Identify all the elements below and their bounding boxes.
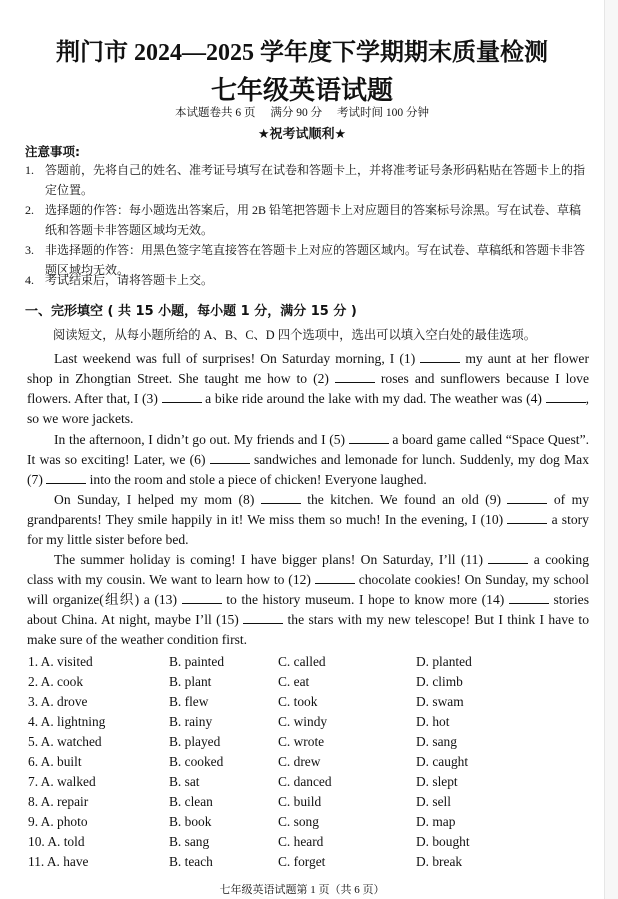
option-choice: D. hot — [416, 714, 450, 729]
section-instruction: 阅读短文，从每小题所给的 A、B、C、D 四个选项中，选出可以填入空白处的最佳选项。 — [53, 328, 537, 342]
passage-paragraph — [27, 430, 589, 490]
note-text: 答题前，先将自己的姓名、准考证号填写在试卷和答题卡上，并将准考证号条形码粘贴在答题卡上的指定位置。 — [45, 163, 586, 197]
option-choice: D. swam — [416, 694, 464, 709]
option-choice: 7. A. walked — [28, 774, 96, 789]
option-choice: D. bought — [416, 834, 470, 849]
answer-blank — [507, 491, 547, 504]
option-choice: C. wrote — [278, 734, 325, 749]
answer-blank — [420, 350, 460, 363]
passage-text: my aunt at her flower shop in Zhongtian Street. She taught me how to (2) — [27, 351, 589, 386]
answer-blank — [349, 431, 389, 444]
passage-text: the kitchen. We found an old (9) — [300, 492, 508, 507]
option-choice: C. called — [278, 654, 326, 669]
option-choice: B. clean — [169, 794, 213, 809]
note-item — [25, 270, 585, 290]
passage-text: The summer holiday is coming! I have bigger plans! On Saturday, I’ll (11) — [54, 552, 489, 567]
option-choice: 9. A. photo — [28, 814, 88, 829]
option-choice: 4. A. lightning — [28, 714, 106, 729]
option-choice: C. song — [278, 814, 319, 829]
options-list — [28, 654, 588, 874]
note-number: 1. — [25, 163, 34, 177]
option-choice: C. danced — [278, 774, 332, 789]
exam-title: 荆门市 2024—2025 学年度下学期期末质量检测 — [56, 40, 548, 66]
option-choice: C. build — [278, 794, 322, 809]
option-row — [28, 734, 588, 754]
passage-text: of my grandparents! They smile happily in it! We miss them so much! In the evening, I (10) — [27, 492, 589, 527]
notes-title: 注意事项: — [25, 144, 80, 159]
option-row — [28, 654, 588, 674]
passage-paragraph — [27, 349, 589, 429]
passage-text: a board game called “Space Quest”. It was so exciting! Later, we (6) — [27, 432, 590, 467]
option-choice: 8. A. repair — [28, 794, 89, 809]
note-number: 3. — [25, 243, 34, 257]
passage-text: On Sunday, I helped my mom (8) — [54, 492, 261, 507]
page-edge — [605, 0, 618, 899]
option-choice: D. break — [416, 854, 463, 869]
option-choice: C. heard — [278, 834, 324, 849]
passage-text: , so we wore jackets. — [27, 391, 590, 426]
answer-blank — [315, 571, 355, 584]
wish-text: ★祝考试顺利★ — [257, 127, 347, 142]
full-score: 满分 90 分 — [270, 107, 323, 119]
passage-text: roses and sunflowers because I love flowers. After that, I (3) — [27, 371, 590, 406]
option-row — [28, 774, 588, 794]
section-heading: 一、完形填空 ( 共 15 小题，每小题 1 分，满分 15 分 ) — [25, 304, 357, 319]
option-row — [28, 834, 588, 854]
option-choice: C. windy — [278, 714, 328, 729]
option-choice: B. rainy — [169, 714, 213, 729]
option-row — [28, 674, 588, 694]
passage-text: a bike ride around the lake with my dad. The weather was (4) — [201, 391, 546, 406]
option-choice: D. caught — [416, 754, 469, 769]
passage-text: a story for my little sister before bed. — [27, 512, 589, 547]
answer-blank — [162, 390, 202, 403]
option-choice: D. sell — [416, 794, 451, 809]
answer-blank — [182, 591, 222, 604]
answer-blank — [261, 491, 301, 504]
answer-blank — [507, 511, 547, 524]
option-choice: C. drew — [278, 754, 321, 769]
option-choice: B. flew — [169, 694, 209, 709]
answer-blank — [335, 370, 375, 383]
option-choice: B. cooked — [169, 754, 224, 769]
passage-paragraph — [27, 550, 589, 650]
option-choice: D. planted — [416, 654, 472, 669]
passage-text: a cooking class with my cousin. We want to learn how to (12) — [27, 552, 589, 587]
option-choice: 11. A. have — [28, 854, 89, 869]
option-row — [28, 694, 588, 714]
passage-text: Last weekend was full of surprises! On Saturday morning, I (1) — [54, 351, 421, 366]
passage-text: chocolate cookies! On Sunday, my school will organize(组织) a (13) — [27, 572, 590, 607]
option-choice: 2. A. cook — [28, 674, 84, 689]
option-row — [28, 754, 588, 774]
option-choice: D. map — [416, 814, 456, 829]
option-choice: 5. A. watched — [28, 734, 102, 749]
option-choice: B. sang — [169, 834, 210, 849]
option-choice: C. took — [278, 694, 318, 709]
option-choice: B. plant — [169, 674, 212, 689]
note-number: 4. — [25, 273, 34, 287]
option-choice: B. sat — [169, 774, 200, 789]
option-row — [28, 794, 588, 814]
exam-time: 考试时间 100 分钟 — [337, 107, 429, 119]
option-choice: C. forget — [278, 854, 326, 869]
answer-blank — [509, 591, 549, 604]
pages-info: 本试题卷共 6 页 — [175, 107, 256, 119]
option-choice: B. book — [169, 814, 212, 829]
passage-text: into the room and stole a piece of chicken! Everyone laughed. — [86, 472, 427, 487]
note-number: 2. — [25, 203, 34, 217]
option-row — [28, 814, 588, 834]
answer-blank — [210, 451, 250, 464]
option-row — [28, 854, 588, 874]
note-item — [25, 160, 585, 200]
answer-blank — [546, 390, 586, 403]
option-choice: 3. A. drove — [28, 694, 88, 709]
option-choice: 10. A. told — [28, 834, 85, 849]
option-choice: B. teach — [169, 854, 213, 869]
note-text: 非选择题的作答：用黑色签字笔直接答在答题卡上对应的答题区域内。写在试卷、草稿纸和答题卡非答题区域均无效。 — [45, 243, 586, 277]
option-choice: D. slept — [416, 774, 458, 789]
note-item — [25, 200, 585, 240]
answer-blank — [243, 611, 283, 624]
exam-subtitle: 七年级英语试题 — [210, 76, 393, 106]
option-choice: 6. A. built — [28, 754, 82, 769]
note-text: 选择题的作答：每小题选出答案后，用 2B 铅笔把答题卡上对应题目的答案标号涂黑。写在试卷、草稿纸和答题卡非答题区域均无效。 — [45, 203, 582, 237]
option-choice: B. played — [169, 734, 221, 749]
option-choice: D. climb — [416, 674, 463, 689]
note-text: 考试结束后，请将答题卡上交。 — [45, 273, 214, 287]
option-choice: B. painted — [169, 654, 225, 669]
answer-blank — [488, 551, 528, 564]
passage-text: the stars with my new telescope! But I think I have to make sure of the weather condition first. — [27, 612, 589, 647]
passage-text: In the afternoon, I didn’t go out. My friends and I (5) — [54, 432, 349, 447]
passage-paragraph — [27, 490, 589, 550]
passage-text: to the history museum. I hope to know more (14) — [221, 592, 509, 607]
option-row — [28, 714, 588, 734]
page-footer: 七年级英语试题第 1 页（共 6 页） — [219, 884, 385, 896]
passage-text: sandwiches and lemonade for lunch. Suddenly, my dog Max (7) — [27, 452, 589, 487]
option-choice: 1. A. visited — [28, 654, 93, 669]
passage-text: stories about China. At night, maybe I’ll (15) — [27, 592, 589, 627]
exam-info — [0, 104, 604, 120]
option-choice: C. eat — [278, 674, 310, 689]
answer-blank — [46, 471, 86, 484]
option-choice: D. sang — [416, 734, 457, 749]
